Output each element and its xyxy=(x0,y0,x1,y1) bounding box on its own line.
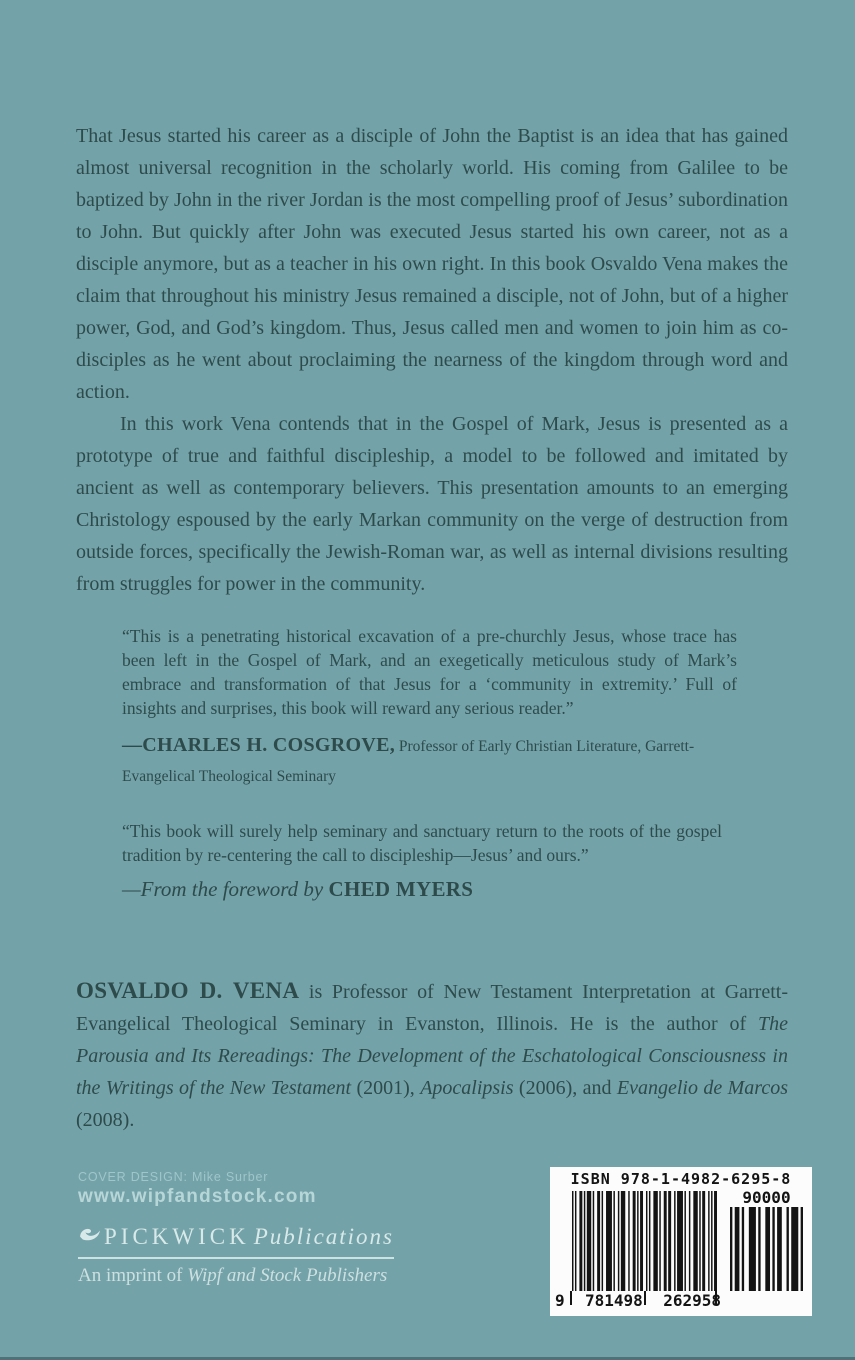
book-title-3: Evangelio de Marcos xyxy=(616,1077,788,1099)
barcode-main-bars xyxy=(572,1191,717,1291)
endorsement-quote-1: “This is a penetrating historical excavation of a pre-churchly Jesus, whose trace has been left in the Gospel of Mark, and an exegetically meticulous study of Mark’s embrace and transformation of that Jesus for a ‘community in extremity.’ Full of insights and surprises, this book will reward any serious reader.” xyxy=(122,626,737,718)
barcode-supplemental-bars xyxy=(730,1207,803,1291)
bio-year-2: (2006), and xyxy=(513,1077,617,1099)
barcode-price-code: 90000 xyxy=(742,1188,791,1207)
cover-design-credit: COVER DESIGN: Mike Surber xyxy=(78,1170,269,1184)
author-name: OSVALDO D. VENA xyxy=(76,978,300,1003)
imprint-type: Publications xyxy=(253,1224,395,1249)
foreword-author-name: CHED MYERS xyxy=(328,877,474,901)
endorser-name: —CHARLES H. COSGROVE, xyxy=(122,734,396,756)
imprint-publisher: Wipf and Stock Publishers xyxy=(187,1265,388,1286)
publisher-website: www.wipfandstock.com xyxy=(78,1186,317,1207)
publisher-block xyxy=(78,1170,394,1287)
synopsis-paragraph-1: That Jesus started his career as a disciple of John the Baptist is an idea that has gained almost universal recognition in the scholarly world. His coming from Galilee to be baptized by John in the river Jordan is the most compelling proof of Jesus’ subordination to John. But quickly after John was executed Jesus started his own career, not as a disciple anymore, but as a teacher in his own right. In this book Osvaldo Vena makes the claim that throughout his ministry Jesus remained a disciple, not of John, but of a higher power, God, and God’s kingdom. Thus, Jesus called men and women to join him as co-disciples as he went about proclaiming the nearness of the kingdom through word and action. xyxy=(76,125,788,403)
pickwick-swan-icon xyxy=(78,1226,102,1249)
barcode-digit-group: 781498 xyxy=(585,1291,643,1310)
barcode-digits xyxy=(555,1291,721,1310)
author-bio-text: is Professor of New Testament Interpretation at Garrett-Evangelical Theological Seminary in Evanston, Illinois. He is the author of xyxy=(76,981,788,1035)
pickwick-logo xyxy=(78,1224,394,1259)
barcode-digit-group: 9 xyxy=(555,1291,565,1310)
foreword-credit-prefix: —From the foreword by xyxy=(122,877,329,901)
imprint-line xyxy=(78,1265,394,1287)
synopsis-paragraph-2: In this work Vena contends that in the Gospel of Mark, Jesus is presented as a prototype of true and faithful discipleship, a model to be followed and imitated by ancient as well as contemporary believers. This presentation amounts to an emerging Christology espoused by the early Markan community on the verge of destruction from outside forces, specifically the Jewish-Roman war, as well as internal divisions resulting from struggles for power in the community. xyxy=(76,413,788,595)
back-cover-text-column xyxy=(76,120,788,1136)
book-title-1: The Parousia and Its Rereadings: The Development of the Eschatological Consciousness in the Writings of the New Testament xyxy=(76,1013,788,1099)
bio-year-3: (2008). xyxy=(76,1109,135,1131)
bio-year-1: (2001), xyxy=(351,1077,421,1099)
imprint-name: PICKWICK xyxy=(104,1224,250,1249)
barcode-box xyxy=(550,1167,812,1316)
imprint-prefix: An imprint of xyxy=(78,1265,188,1286)
endorsement-attribution-2 xyxy=(122,874,762,904)
author-bio xyxy=(76,975,788,1136)
endorsement-attribution-1 xyxy=(122,730,762,792)
endorsement-quote-2: “This book will surely help seminary and sanctuary return to the roots of the gospel tradition by re-centering the call to discipleship—Jesus’ and ours.” xyxy=(122,821,722,865)
endorser-title: Professor of Early Christian Literature, Garrett-Evangelical Theological Seminary xyxy=(122,738,695,785)
barcode-digit-group: 262958 xyxy=(663,1291,721,1310)
book-title-2: Apocalipsis xyxy=(420,1077,514,1099)
barcode-isbn-label: ISBN 978-1-4982-6295-8 xyxy=(570,1170,792,1188)
